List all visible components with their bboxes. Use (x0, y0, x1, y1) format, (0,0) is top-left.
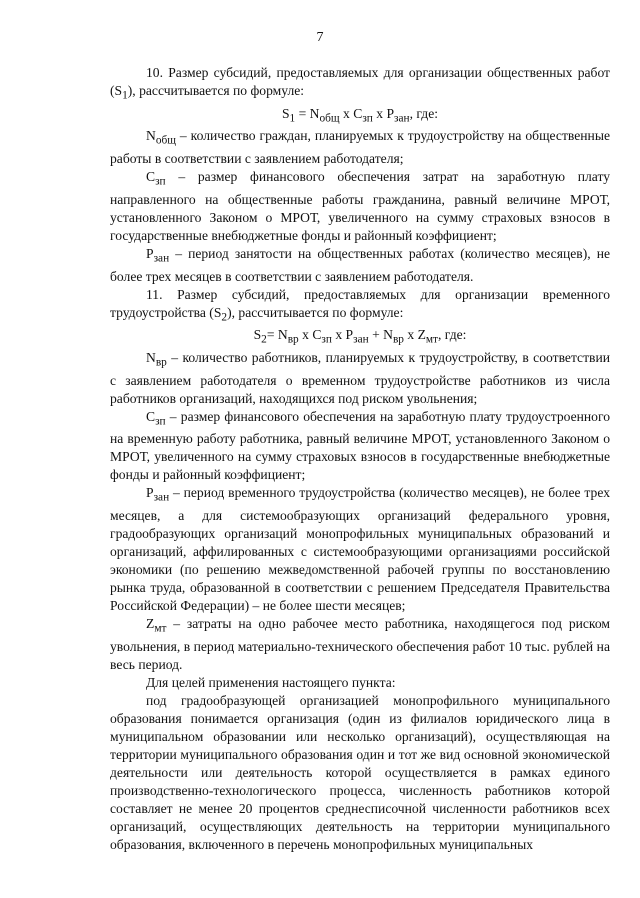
paragraph-f1: $S_1 = N_{общ}$ x $C_{зп}$ x $P_{зан}$, где: (281, 105, 439, 125)
paragraph-nvr: $N_{вр}$ – количество работников, планируемых к трудоустройству, в соответствии с заявлением работодателя о временном трудоустройстве работников из числа работников организаций, находящихся под риском увольнения; (110, 350, 610, 406)
paragraph-nobsh: $N_{общ}$ – количество граждан, планируемых к трудоустройству на общественные работы в соответствии с заявлением работодателя; (110, 128, 610, 167)
document-body (110, 64, 610, 854)
paragraph-pzan1: $P_{зан}$ – период занятости на общественных работах (количество месяцев), не более трех месяцев в соответствии с заявлением работодателя. (110, 245, 610, 284)
paragraph-zmt: $Z_{мт}$ – затраты на одно рабочее место работника, находящегося под риском увольнения, в период материально-технического обеспечения работ 10 тыс. рублей на весь период. (110, 616, 610, 672)
paragraph-p11: 11. Размер субсидий, предоставляемых для организации временного трудоустройства $(S_2)$, рассчитывается по формуле: (110, 286, 610, 324)
paragraph-definition: под градообразующей организацией монопрофильного муниципального образования понимается организация (один из филиалов юридического лица в муниципальном образовании или несколько организаций), осуществляющая на территории муниципального образования один и тот же вид основной экономической деятельности или деятельность которой осуществляется в рамках единого производственно-технологического процесса, численность работников которой составляет не менее 20 процентов среднесписочной численности работников всех организаций, осуществляющих деятельность на территории муниципального образования, включенного в перечень монопрофильных муниципальных (110, 692, 610, 852)
paragraph-czp1: $C_{зп}$ – размер финансового обеспечения затрат на заработную плату направленного на общественные работы гражданина, равный величине МРОТ, установленного Законом о МРОТ, увеличенного на сумму страховых взносов в государственные внебюджетные фонды и районный коэффициент; (110, 169, 610, 243)
paragraph-czp2: $C_{зп}$ – размер финансового обеспечения на заработную плату трудоустроенного на временную работу работника, равный величине МРОТ, установленного Законом о МРОТ, увеличенного на сумму страховых взносов в государственные внебюджетные фонды и районный коэффициент; (110, 408, 610, 483)
paragraph-pzan2: $P_{зан}$ – период временного трудоустройства (количество месяцев), не более трех месяцев, а для системообразующих организаций федерального уровня, градообразующих организаций монопрофильных муниципальных образований и организаций, аффилированных с системообразующими организациями российской экономики (по решению межведомственной рабочей группы по восстановлению рынка труда, образованной в соответствии с решением Председателя Правительства Российской Федерации) – не более шести месяцев; (110, 485, 610, 614)
paragraph-f2: $S_2= N_{вр}$ x $C_{зп}$ x $P_{зан} + N_{вр}$ x $Z_{мт}$, где: (253, 327, 467, 347)
paragraph-purpose: Для целей применения настоящего пункта: (146, 674, 396, 690)
page-number: 7 (316, 30, 324, 45)
paragraph-p10: 10. Размер субсидий, предоставляемых для организации общественных работ $(S_1)$, рассчитывается по формуле: (110, 65, 610, 102)
